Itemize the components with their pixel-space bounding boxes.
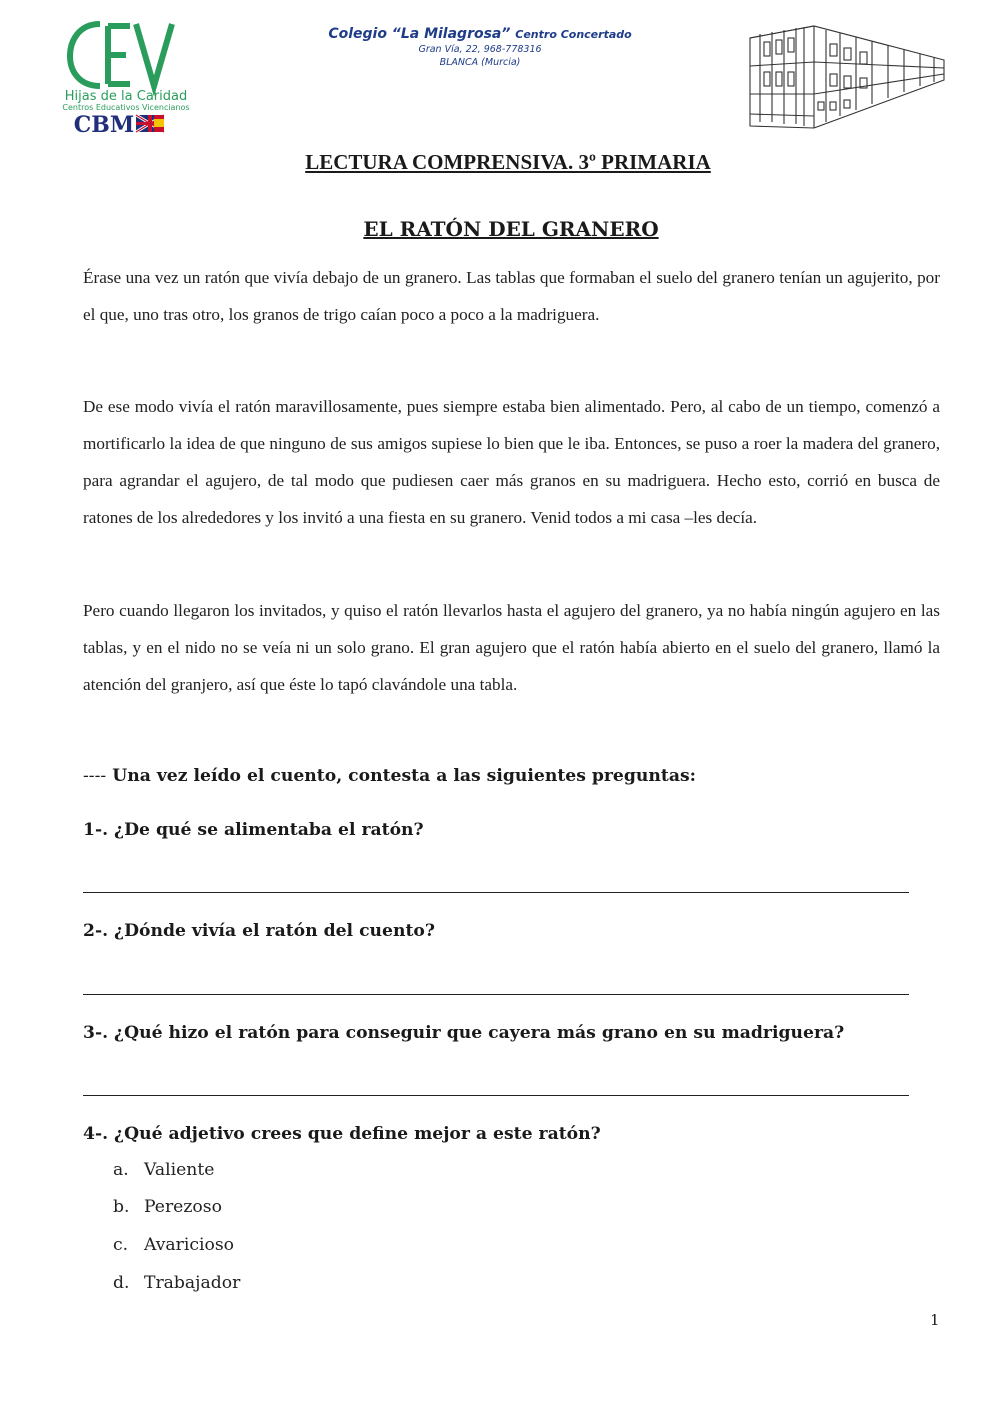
worksheet-title: LECTURA COMPRENSIVA. 3º PRIMARIA — [305, 150, 711, 174]
school-info — [290, 26, 670, 68]
option-letter: a. — [113, 1160, 129, 1180]
option-d[interactable] — [113, 1273, 240, 1293]
answer-line-2[interactable] — [83, 994, 909, 995]
option-label: Avaricioso — [144, 1235, 235, 1255]
instructions-dashes: ---- — [83, 766, 107, 786]
school-name: Colegio “La Milagrosa” — [328, 26, 511, 42]
story-paragraph-1: Érase una vez un ratón que vivía debajo de un granero. Las tablas que formaban el suelo del granero tenían un agujerito, por el que, uno tras otro, los granos de trigo caían poco a poco a la madriguera. — [83, 268, 940, 324]
building-sketch-icon — [744, 16, 950, 130]
school-address: Gran Vía, 22, 968-778316 — [418, 44, 542, 55]
option-label: Trabajador — [144, 1273, 241, 1293]
answer-line-1[interactable] — [83, 892, 909, 893]
option-a[interactable] — [113, 1160, 214, 1180]
question-4: 4-. ¿Qué adjetivo crees que define mejor a este ratón? — [83, 1124, 601, 1144]
school-logo — [56, 12, 196, 140]
option-letter: b. — [113, 1197, 130, 1217]
cev-monogram-icon — [70, 24, 172, 86]
logo-org-name: Hijas de la Caridad — [64, 89, 188, 104]
story-title: EL RATÓN DEL GRANERO — [363, 217, 659, 241]
school-name-suffix: Centro Concertado — [515, 28, 632, 41]
logo-brand: CBM — [73, 112, 135, 138]
instructions — [83, 766, 943, 786]
story-paragraph-2: De ese modo vivía el ratón maravillosamente, pues siempre estaba bien alimentado. Pero, al cabo de un tiempo, comenzó a mortificarlo la idea de que ninguno de sus amigos supiese lo bien que le iba. Entonces, se puso a roer la madera del granero, para agrandar el agujero, de tal modo que pudiesen caer más granos en su madriguera. Hecho esto, corrió en busca de ratones de los alrededores y los invitó a una fiesta en su granero. Venid todos a mi casa –les decía. — [83, 397, 940, 527]
option-label: Valiente — [144, 1160, 215, 1180]
school-city: BLANCA (Murcia) — [439, 57, 521, 68]
story-paragraph-3: Pero cuando llegaron los invitados, y quiso el ratón llevarlos hasta el agujero del granero, ya no había ningún agujero en las tablas, y en el nido no se veía ni un solo grano. El gran agujero que el ratón había abierto en el suelo del granero, llamó la atención del granjero, así que éste lo tapó clavándole una tabla. — [83, 601, 940, 694]
flag-icon — [136, 115, 164, 132]
logo-org-sub: Centros Educativos Vicencianos — [62, 103, 190, 112]
option-letter: c. — [113, 1235, 129, 1255]
option-label: Perezoso — [144, 1197, 222, 1217]
question-2: 2-. ¿Dónde vivía el ratón del cuento? — [83, 921, 435, 941]
school-name-line — [290, 26, 670, 42]
question-3: 3-. ¿Qué hizo el ratón para conseguir que cayera más grano en su madriguera? — [83, 1023, 845, 1043]
page-number: 1 — [930, 1311, 940, 1329]
instructions-text: Una vez leído el cuento, contesta a las siguientes preguntas: — [112, 766, 696, 786]
option-letter: d. — [113, 1273, 130, 1293]
option-b[interactable] — [113, 1197, 222, 1217]
answer-line-3[interactable] — [83, 1095, 909, 1096]
question-1: 1-. ¿De qué se alimentaba el ratón? — [83, 820, 424, 840]
option-c[interactable] — [113, 1235, 234, 1255]
